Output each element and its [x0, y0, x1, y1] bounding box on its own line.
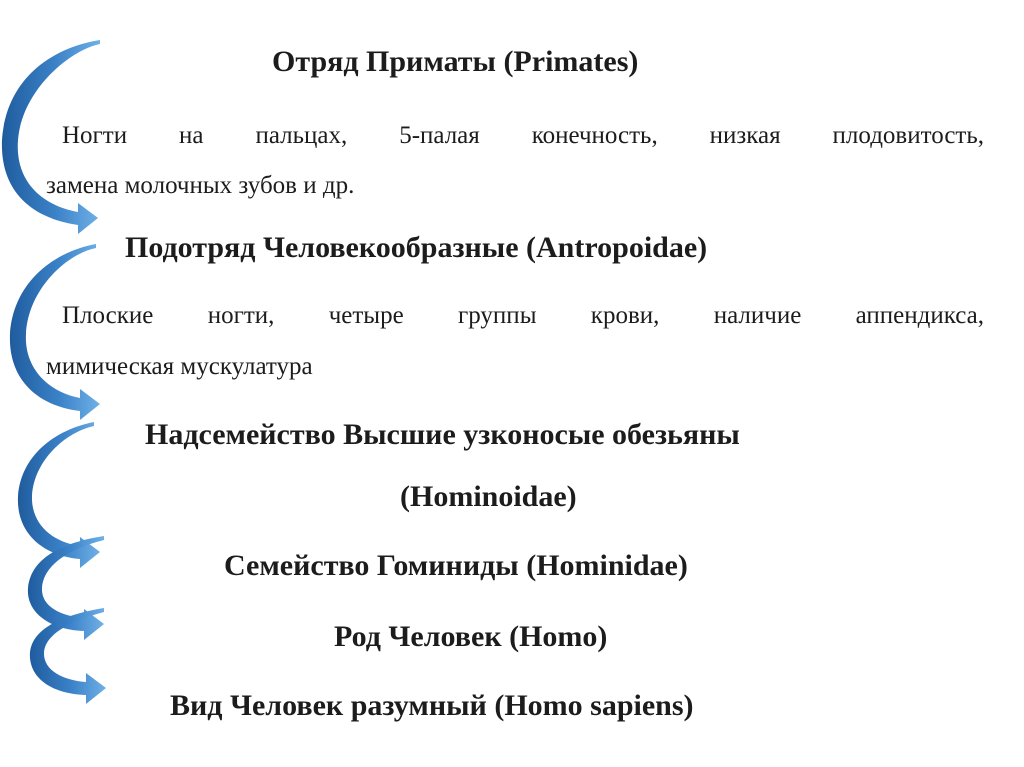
- order-description-line1: Ногти на пальцах, 5-палая конечность, низкая плодовитость,: [62, 122, 984, 149]
- order-description-line2: замена молочных зубов и др.: [46, 172, 355, 199]
- suborder-description-line2: мимическая мускулатура: [46, 353, 313, 380]
- superfamily-heading-line1: Надсемейство Высшие узконосые обезьяны: [145, 418, 740, 451]
- suborder-heading: Подотряд Человекообразные (Antropoidae): [125, 231, 708, 264]
- species-heading: Вид Человек разумный (Homo sapiens): [170, 689, 694, 722]
- suborder-description-line1: Плоские ногти, четыре группы крови, наличие аппендикса,: [62, 302, 984, 329]
- curved-arrow-icon: [18, 422, 100, 568]
- genus-heading: Род Человек (Homo): [334, 620, 608, 653]
- superfamily-heading-line2: (Hominoidae): [400, 480, 577, 513]
- arrow-column: [0, 0, 120, 767]
- family-heading: Семейство Гоминиды (Hominidae): [224, 549, 688, 582]
- curved-arrow-icon: [10, 244, 100, 420]
- order-heading: Отряд Приматы (Primates): [272, 45, 639, 78]
